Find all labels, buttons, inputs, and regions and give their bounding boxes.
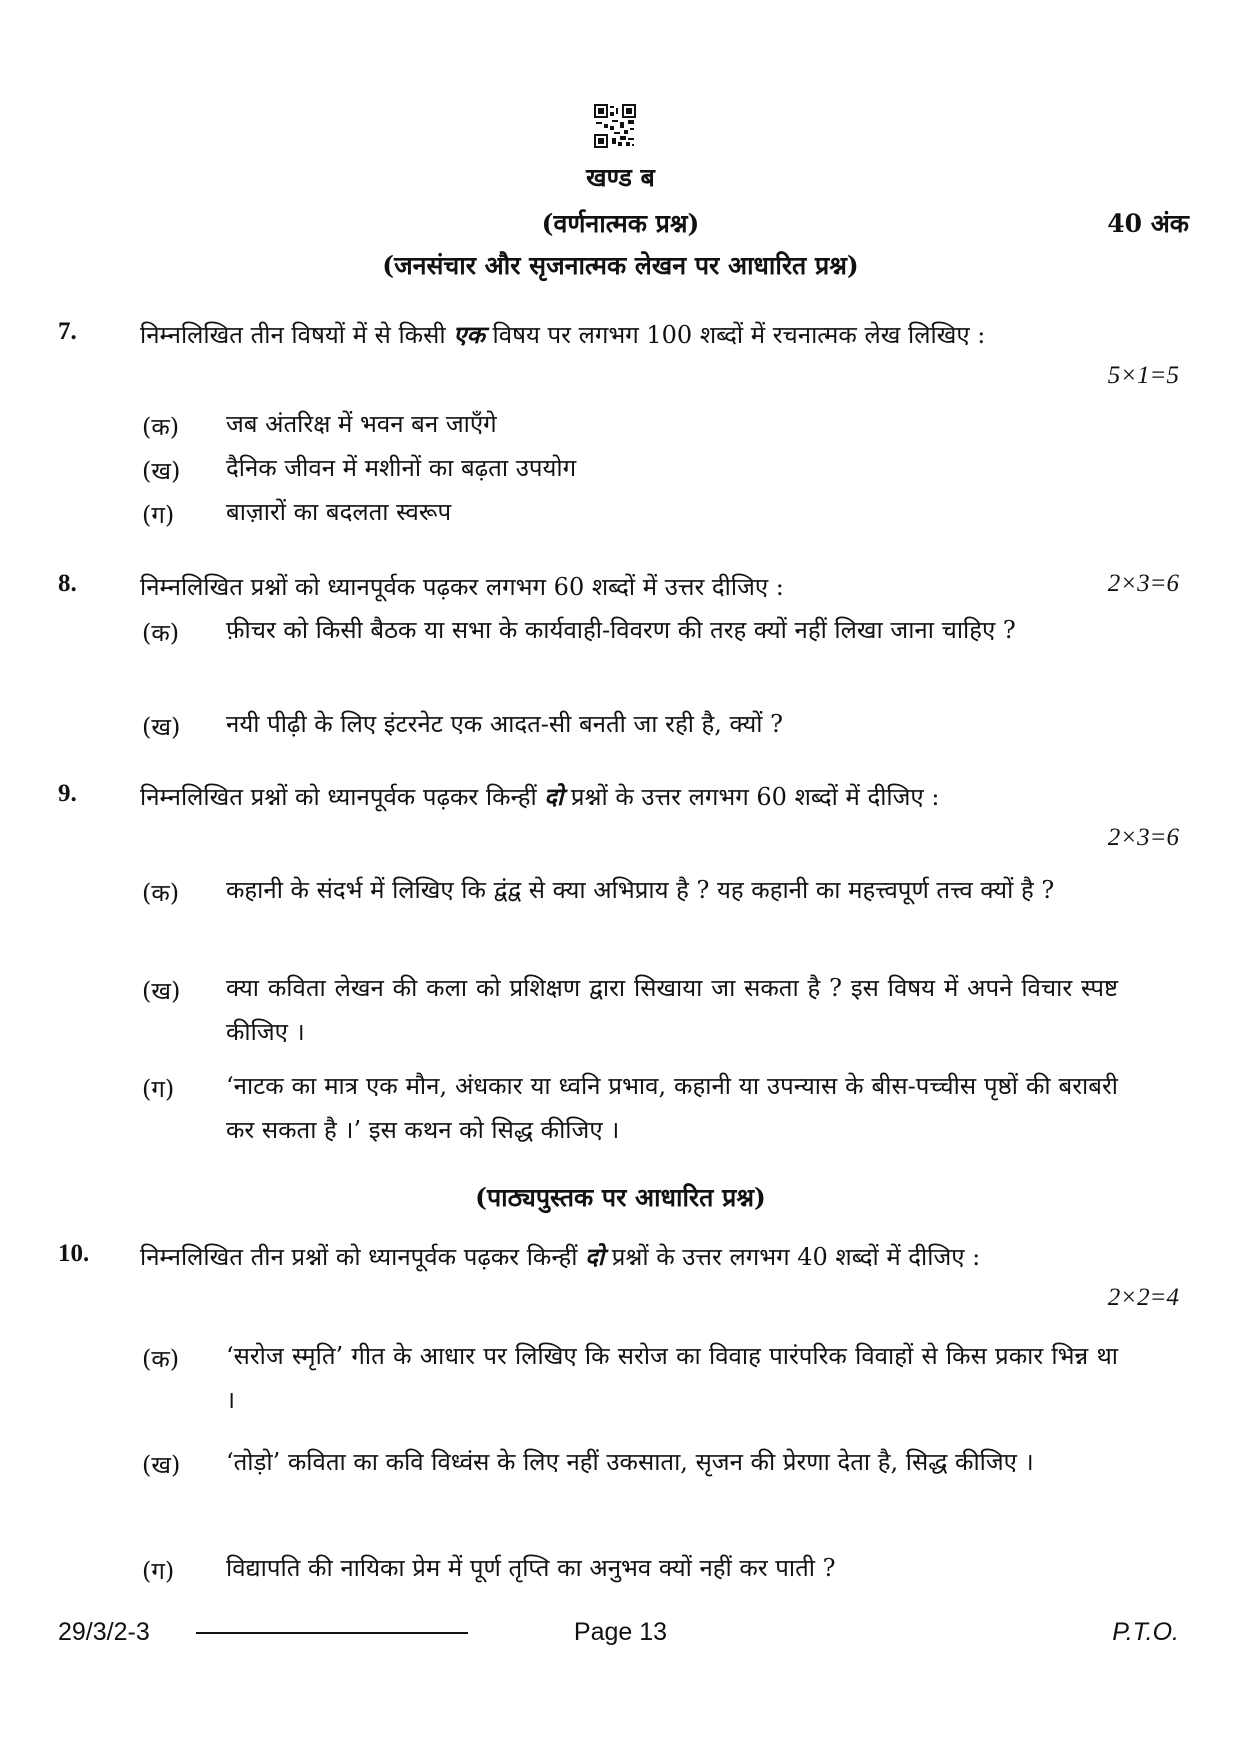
question-8-text: निम्नलिखित प्रश्नों को ध्यानपूर्वक पढ़कर लगभग 60 शब्दों में उत्तर दीजिए :	[140, 573, 784, 601]
section-subtitle-topic: (जनसंचार और सृजनात्मक लेखन पर आधारित प्रश्न)	[382, 251, 859, 280]
q7-option-text: दैनिक जीवन में मशीनों का बढ़ता उपयोग	[226, 454, 577, 482]
question-7-text	[140, 314, 1118, 356]
q9-option-text: ‘नाटक का मात्र एक मौन, अंधकार या ध्वनि प्रभाव, कहानी या उपन्यास के बीस-पच्चीस पृष्ठों की बराबरी कर सकता है ।’ इस कथन को सिद्ध कीजिए ।	[226, 1072, 1118, 1144]
question-number-7: 7.	[58, 318, 77, 345]
question-10-emphasis: दो	[585, 1242, 605, 1271]
question-number-10: 10.	[58, 1240, 90, 1267]
question-7-marks: 5×1=5	[1107, 362, 1179, 389]
q8-option-text: नयी पीढ़ी के लिए इंटरनेट एक आदत-सी बनती जा रही है, क्यों ?	[226, 710, 784, 738]
q7-option-label: (ग)	[142, 501, 175, 529]
q9-option-label: (ख)	[142, 977, 181, 1005]
q8-option-text: फ़ीचर को किसी बैठक या सभा के कार्यवाही-विवरण की तरह क्यों नहीं लिखा जाना चाहिए ?	[226, 616, 1016, 644]
q7-option-text: जब अंतरिक्ष में भवन बन जाएँगे	[226, 410, 497, 438]
q10-option-label: (ख)	[142, 1451, 181, 1479]
question-10-marks: 2×2=4	[1107, 1284, 1179, 1311]
question-9-text-a: निम्नलिखित प्रश्नों को ध्यानपूर्वक पढ़कर किन्हीं	[140, 783, 545, 811]
q10-option-label: (ग)	[142, 1557, 175, 1585]
question-9-text-b: प्रश्नों के उत्तर लगभग 60 शब्दों में दीजिए :	[563, 783, 940, 811]
q10-option-text: ‘तोड़ो’ कविता का कवि विध्वंस के लिए नहीं उकसाता, सृजन की प्रेरणा देता है, सिद्ध कीजिए ।	[226, 1448, 1034, 1476]
q8-option-label: (ख)	[142, 713, 181, 741]
section-subtitle: (वर्णनात्मक प्रश्न)	[541, 209, 700, 238]
q10-option-text: ‘सरोज स्मृति’ गीत के आधार पर लिखिए कि सरोज का विवाह पारंपरिक विवाहों से किस प्रकार भिन्न था ।	[226, 1342, 1118, 1414]
paper-code: 29/3/2-3	[58, 1618, 150, 1646]
question-number-8: 8.	[58, 570, 77, 597]
please-turn-over: P.T.O.	[1112, 1618, 1179, 1646]
q9-option-label: (क)	[142, 879, 180, 907]
question-7-text-a: निम्नलिखित तीन विषयों में से किसी	[140, 321, 454, 349]
q7-option-text: बाज़ारों का बदलता स्वरूप	[226, 498, 452, 526]
question-10-text-b: प्रश्नों के उत्तर लगभग 40 शब्दों में दीजिए :	[604, 1243, 981, 1271]
question-9-marks: 2×3=6	[1107, 824, 1179, 851]
question-9-text	[140, 776, 1118, 818]
question-7-text-b: विषय पर लगभग 100 शब्दों में रचनात्मक लेख लिखिए :	[484, 321, 986, 349]
question-7-emphasis: एक	[453, 320, 485, 349]
question-number-9: 9.	[58, 780, 77, 807]
q9-option-label: (ग)	[142, 1075, 175, 1103]
question-8-marks: 2×3=6	[1107, 570, 1179, 597]
q7-option-label: (क)	[142, 413, 180, 441]
page-number: Page 13	[573, 1618, 668, 1646]
q10-option-text: विद्यापति की नायिका प्रेम में पूर्ण तृप्ति का अनुभव क्यों नहीं कर पाती ?	[226, 1554, 836, 1582]
question-10-text-a: निम्नलिखित तीन प्रश्नों को ध्यानपूर्वक पढ़कर किन्हीं	[140, 1243, 586, 1271]
textbook-section-heading: (पाठ्यपुस्तक पर आधारित प्रश्न)	[475, 1183, 766, 1212]
qr-code	[594, 104, 636, 148]
question-9-emphasis: दो	[544, 782, 564, 811]
q7-option-label: (ख)	[142, 457, 181, 485]
q9-option-text: कहानी के संदर्भ में लिखिए कि द्वंद्व से क्या अभिप्राय है ? यह कहानी का महत्त्वपूर्ण तत्त्व क्यों है ?	[226, 876, 1055, 904]
question-10-text	[140, 1236, 1118, 1278]
section-title: खण्ड ब	[586, 163, 655, 192]
q9-option-text: क्या कविता लेखन की कला को प्रशिक्षण द्वारा सिखाया जा सकता है ? इस विषय में अपने विचार स्पष्ट कीजिए ।	[226, 974, 1118, 1046]
section-total-marks: 40 अंक	[1107, 209, 1189, 238]
q8-option-label: (क)	[142, 619, 180, 647]
q10-option-label: (क)	[142, 1345, 180, 1373]
